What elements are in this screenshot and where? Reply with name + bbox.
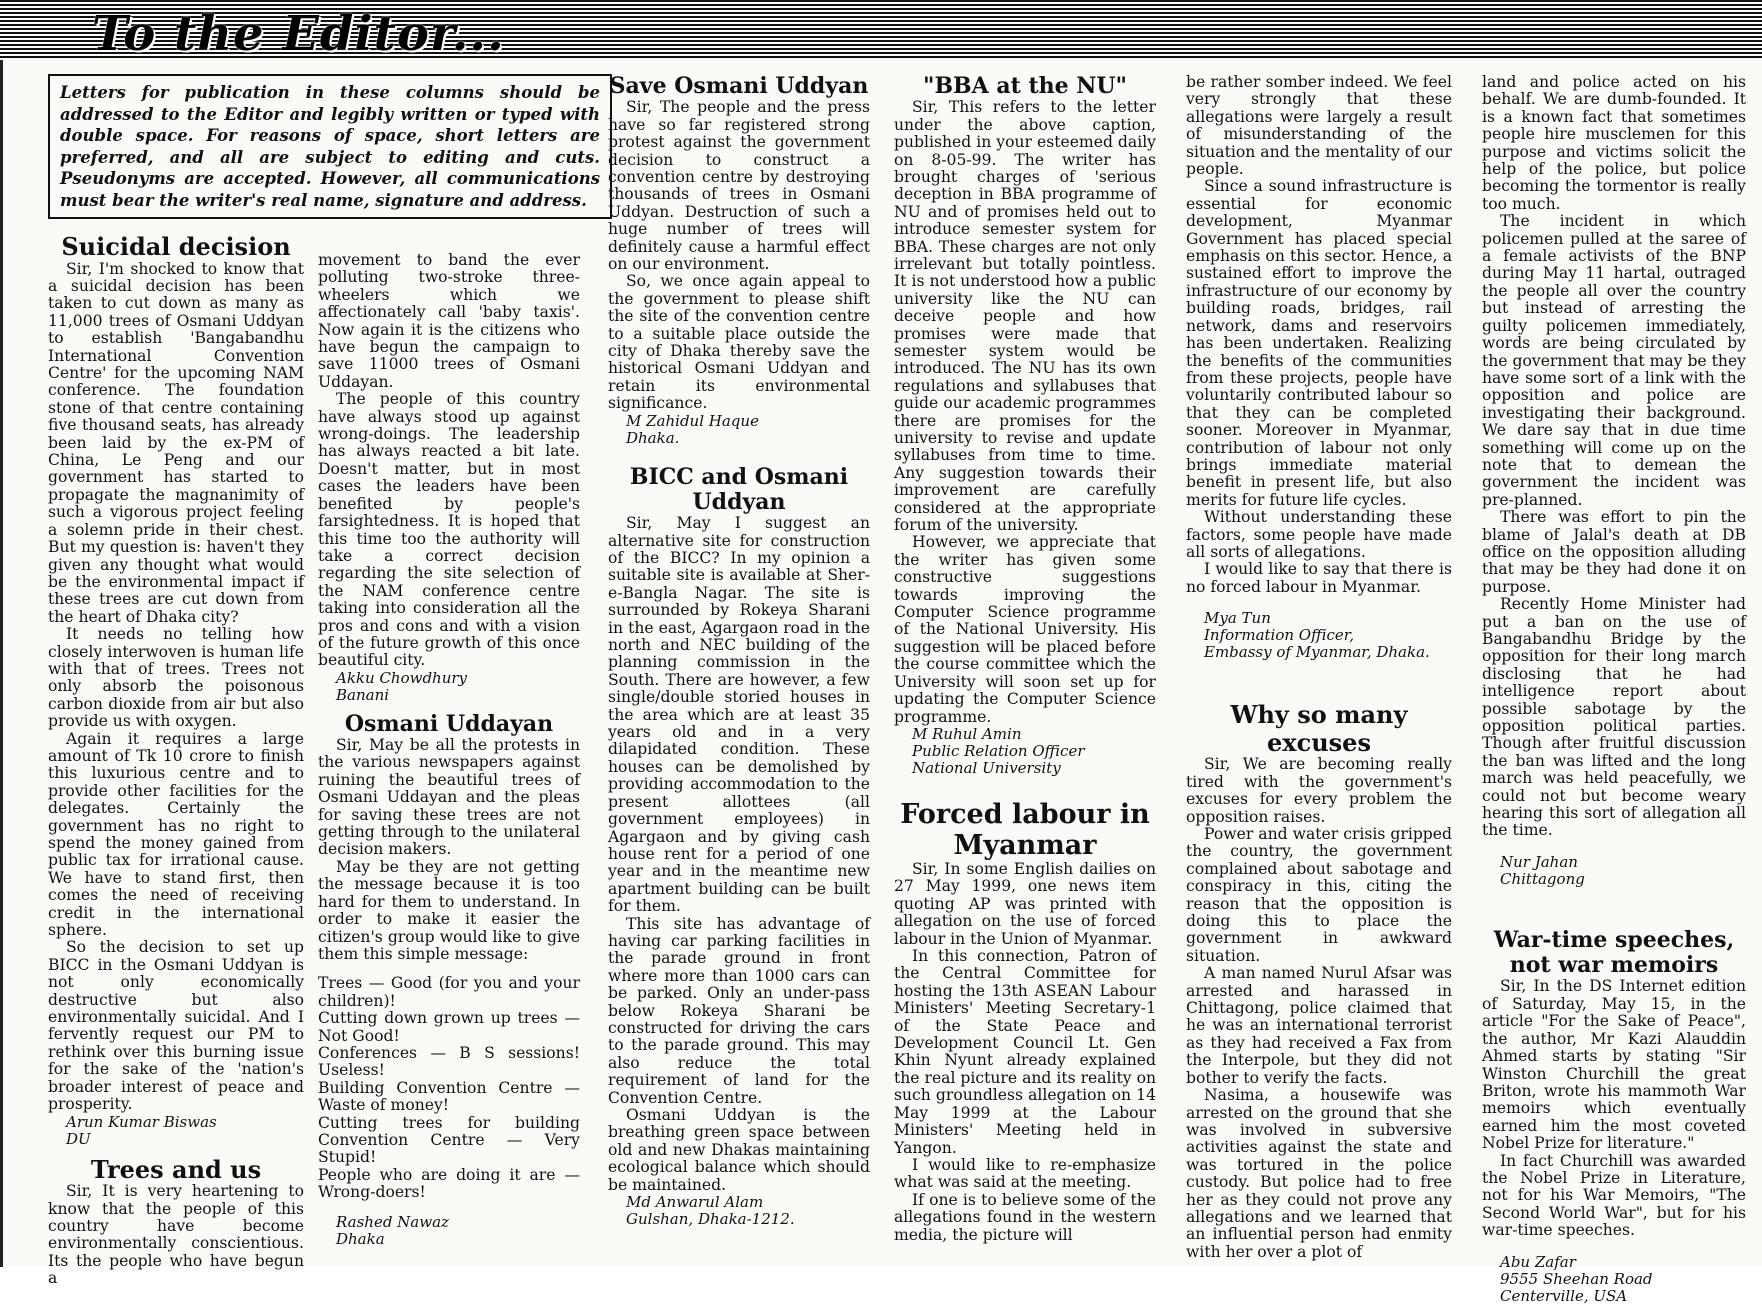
letter-title: Osmani Uddayan xyxy=(344,710,554,737)
letter-paragraph: This site has advantage of having car parking facilities in the parade ground in front where more than 1000 cars can be parked. Only an under-pass below Rokeya Sharani be constructed for driving the cars to the parade ground. This may also reduce the total requirement of land for the Convention Centre. xyxy=(608,914,870,1107)
letter-place: Dhaka xyxy=(336,1229,385,1248)
letter-title: "BBA at the NU" xyxy=(922,73,1128,99)
simple-message xyxy=(318,975,580,1201)
letter-paragraph: Sir, We are becoming really tired with the government's excuses for every problem the opposition raises. xyxy=(1186,755,1452,826)
letter-place: National University xyxy=(912,758,1061,777)
letter-place: Dhaka. xyxy=(626,428,680,447)
letter-place: Banani xyxy=(336,685,390,704)
letter-paragraph: Since a sound infrastructure is essential for economic development, Myanmar Government has placed special emphasis on this sector. Hence, a sustained effort to improve the infrastructure of our economy by building roads, bridges, rail network, dams and reservoirs has been undertaken. Realizing the benefits of the communities from these projects, people have voluntarily contributed labour so that they can be completed sooner. Moreover in Myanmar, contribution of labour not only brings immediate material benefit in present life, but also merits for future life cycles. xyxy=(1186,177,1452,509)
letter-paragraph: In fact Churchill was awarded the Nobel Prize in Literature, not for his War Memoirs, "The Second World War", but for his war-time speeches. xyxy=(1482,1151,1746,1240)
message-line: Trees — Good (for you and your children)! xyxy=(318,974,580,1010)
section-masthead xyxy=(0,0,1762,60)
letter-paragraph: A man named Nurul Afsar was arrested and harassed in Chittagong, police claimed that he was an international terrorist as they had received a Fax from the Interpole, but they did not bother to verify the facts. xyxy=(1186,964,1452,1087)
letter-paragraph: Sir, I'm shocked to know that a suicidal decision has been taken to cut down as many as 11,000 trees of Osmani Uddyan to establish 'Bangabandhu International Convention Centre' for the upcoming NAM conference. The foundation stone of that centre containing five thousand seats, has already been laid by the ex-PM of China, Le Peng and our government has started to propagate the magnanimity of such a vigorous project feeling a solemn pride in their chest. But my question is: haven't they given any thought what would be the environmental impact if these trees are cut down from the heart of Dhaka city? xyxy=(48,259,304,626)
notice-text: Letters for publication in these columns should be addressed to the Editor and legibly written or typed with double space. For reasons of space, short letters are preferred, and all are subject to editing and cuts. Pseudonyms are accepted. However, all communications must bear the writer's real name, signature and address. xyxy=(60,83,600,210)
letter-paragraph: Sir, This refers to the letter under the above caption, published in your esteemed daily on 8-05-99. The writer has brought charges of 'serious deception in BBA programme of NU and of promises held out to introduce semester system for BBA. These charges are not only irrelevant but totally pointless. It is not understood how a public university like the NU can deceive people and how promises were made that semester system would be introduced. The NU has its own regulations and syllabuses that guide our academic programmes there are promises for the university to revise and update syllabuses from time to time. Any suggestion towards their improvement are carefully considered at the appropriate forum of the university. xyxy=(894,98,1156,535)
letter-paragraph: The people of this country have always stood up against wrong-doings. The leadership has always reacted a bit late. Doesn't matter, but in most cases the leaders have been benefited by people's farsightedness. It is hoped that this time too the authority will take a correct decision regarding the site selection of the NAM conference centre taking into consideration all the pros and cons and with a vision of the future growth of this once beautiful city. xyxy=(318,390,580,670)
letter-paragraph: Sir, May be all the protests in the various newspapers against ruining the beautiful trees of Osmani Uddayan and the pleas for saving these trees are not getting through to the unilateral decision makers. xyxy=(318,736,580,859)
letter-paragraph: The incident in which policemen pulled at the saree of a female activists of the BNP during May 11 hartal, outraged the people all over the country but instead of arresting the guilty policemen immediately, words are being circulated by the government that may be they have some sort of a link with the opposition and police are investigating their background. We dare say that in due time something will come up on the note that to demean the government the incident was pre-planned. xyxy=(1482,212,1746,509)
letter-place: Centerville, USA xyxy=(1500,1286,1628,1305)
letter-paragraph: Osmani Uddyan is the breathing green space between old and new Dhakas maintaining ecological balance which should be maintained. xyxy=(608,1106,870,1194)
letter-address: 9555 Sheehan Road xyxy=(1500,1269,1653,1288)
column-2 xyxy=(318,252,580,1248)
letter-role: Information Officer, xyxy=(1204,626,1355,645)
letter-author: M Zahidul Haque xyxy=(626,411,759,430)
letter-paragraph: It needs no telling how closely interwoven is human life with that of trees. Trees not only absorb the poisonous carbon dioxide from air but also provide us with oxygen. xyxy=(48,625,304,731)
letter-paragraph: So, we once again appeal to the government to please shift the site of the convention centre to a suitable place outside the city of Dhaka thereby save the historical Osmani Uddyan and retain its environmental significance. xyxy=(608,272,870,413)
letter-paragraph: Power and water crisis gripped the country, the government complained about sabotage and conspiracy in this, citing the reason that the opposition is doing this to place the government in awkward situation. xyxy=(1186,825,1452,965)
letter-role: Public Relation Officer xyxy=(912,741,1085,760)
letter-paragraph: I would like to say that there is no forced labour in Myanmar. xyxy=(1186,560,1452,596)
column-4 xyxy=(894,74,1156,1244)
letter-place: Gulshan, Dhaka-1212. xyxy=(626,1210,795,1229)
letter-paragraph: be rather somber indeed. We feel very strongly that these allegations were largely a result of misunderstanding of the situation and the mentality of our people. xyxy=(1186,73,1452,179)
letter-title: Forced labour in Myanmar xyxy=(900,798,1150,861)
notice-box xyxy=(48,74,612,219)
letter-paragraph: land and police acted on his behalf. We are dumb-founded. It is a known fact that sometimes people hire musclemen for this purpose and victims solicit the help of the police, but police becoming the tormentor is really too much. xyxy=(1482,73,1746,213)
letter-paragraph: Again it requires a large amount of Tk 10 crore to finish this luxurious centre and to provide other facilities for the delegates. Certainly the government has no right to spend the money gained from public tax for irrational cause. We have to stand first, then comes the need of receiving credit in the international sphere. xyxy=(48,729,304,940)
message-line: Cutting trees for building Convention Centre — Very Stupid! xyxy=(318,1113,580,1167)
message-line: Building Convention Centre — Waste of money! xyxy=(318,1078,580,1115)
letter-paragraph: I would like to re-emphasize what was said at the meeting. xyxy=(894,1155,1156,1192)
letter-title: BICC and Osmani Uddyan xyxy=(629,463,849,515)
letter-paragraph: Sir, In the DS Internet edition of Saturday, May 15, in the article "For the Sake of Peace", the author, Mr Kazi Alauddin Ahmed starts by stating "Sir Winston Churchill the great Briton, wrote his mammoth War memoirs which eventually earned him the most coveted Nobel Prize for literature." xyxy=(1482,977,1746,1153)
letter-paragraph: If one is to believe some of the allegations found in the western media, the picture will xyxy=(894,1190,1156,1244)
letter-paragraph: Recently Home Minister had put a ban on the use of Bangabandhu Bridge by the opposition for their long march disclosing that he had intelligence report about possible sabotage by the opposition political parties. Though after fruitful discussion the ban was lifted and the long march was held peacefully, we could not but become weary hearing this sort of allegation all the time. xyxy=(1482,595,1746,840)
column-3 xyxy=(608,74,870,1228)
letter-title: War-time speeches, not war memoirs xyxy=(1493,926,1735,979)
letter-author: Arun Kumar Biswas xyxy=(66,1112,217,1131)
letter-paragraph: There was effort to pin the blame of Jalal's death at DB office on the opposition alluding that may be they had done it on purpose. xyxy=(1482,508,1746,596)
letter-paragraph: May be they are not getting the message because it is too hard for them to understand. In order to make it easier the citizen's group would like to give them this simple message: xyxy=(318,857,580,963)
letter-paragraph: However, we appreciate that the writer has given some constructive suggestions towards improving the Computer Science programme of the National University. His suggestion will be placed before the course committee which the University will soon set up for updating the Computer Science programme. xyxy=(894,533,1156,726)
column-6 xyxy=(1482,74,1746,1305)
letter-author: Rashed Nawaz xyxy=(336,1212,449,1231)
letter-place: Embassy of Myanmar, Dhaka. xyxy=(1204,643,1430,662)
message-line: People who are doing it are — Wrong-doers! xyxy=(318,1165,580,1202)
letter-title: Trees and us xyxy=(90,1154,262,1184)
letter-paragraph: Without understanding these factors, some people have made all sorts of allegations. xyxy=(1186,508,1452,561)
column-5 xyxy=(1186,74,1452,1261)
letter-author: M Ruhul Amin xyxy=(912,724,1022,743)
letter-author: Nur Jahan xyxy=(1500,852,1578,871)
message-line: Conferences — B S sessions! Useless! xyxy=(318,1043,580,1080)
letter-paragraph: movement to band the ever polluting two-stroke three-wheelers which we affectionately call 'baby taxis'. Now again it is the citizens who have begun the campaign to save 11000 trees of Osmani Uddayan. xyxy=(318,251,580,391)
letter-paragraph: In this connection, Patron of the Central Committee for hosting the 13th ASEAN Labour Ministers' Meeting Secretary-1 of the State Peace and Development Council Lt. Gen Khin Nyunt already explained the real picture and its reality on such groundless allegation on 14 May 1999 at the Labour Ministers' Meeting held in Yangon. xyxy=(894,947,1156,1157)
letter-title: Save Osmani Uddyan xyxy=(609,73,869,99)
letter-paragraph: Sir, In some English dailies on 27 May 1999, one news item quoting AP was printed with allegation on the use of forced labour in the Union of Myanmar. xyxy=(894,860,1156,948)
letter-title: Why so many excuses xyxy=(1230,700,1408,757)
letter-author: Abu Zafar xyxy=(1500,1252,1576,1271)
letter-title: Suicidal decision xyxy=(61,232,291,261)
letter-author: Md Anwarul Alam xyxy=(626,1193,764,1212)
letter-author: Mya Tun xyxy=(1204,609,1271,628)
letter-paragraph: Nasima, a housewife was arrested on the ground that she was involved in subversive activities against the state and was tortured in the police custody. But police had to free her as they could not prove any allegations and we learned that an influential person had enmity with her over a plot of xyxy=(1186,1086,1452,1261)
message-line: Cutting down grown up trees — Not Good! xyxy=(318,1009,580,1045)
letter-paragraph: Sir, The people and the press have so far registered strong protest against the government decision to construct a convention centre by destroying thousands of trees in Osmani Uddyan. Destruction of such a huge number of trees will definitely cause a harmful effect on our environment. xyxy=(608,98,870,273)
letter-paragraph: Sir, It is very heartening to know that the people of this country have become environmentally conscientious. Its the people who have begun a xyxy=(48,1182,304,1288)
page-edge xyxy=(0,60,3,1267)
letter-author: Akku Chowdhury xyxy=(336,668,468,687)
letter-paragraph: So the decision to set up BICC in the Osmani Uddyan is not only economically destructive but also environmentally suicidal. And I fervently request our PM to rethink over this burning issue for the sake of the 'nation's broader interest of peace and prosperity. xyxy=(48,938,304,1114)
letter-place: Chittagong xyxy=(1500,869,1585,888)
letter-place: DU xyxy=(66,1129,91,1148)
letter-paragraph: Sir, May I suggest an alternative site for construction of the BICC? In my opinion a suitable site is available at Sher-e-Bangla Nagar. The site is surrounded by Rokeya Sharani in the east, Agargaon road in the north and NEC building of the planning commission in the South. There are however, a few single/double storied houses in the area which are at least 35 years old and in a very dilapidated condition. These houses can be demolished by providing accommodation to the present allottees (all government employees) in Agargaon and by giving cash house rent for a period of one year and in the meantime new apartment building can be built for them. xyxy=(608,514,870,916)
section-title: To the Editor... xyxy=(92,6,505,62)
